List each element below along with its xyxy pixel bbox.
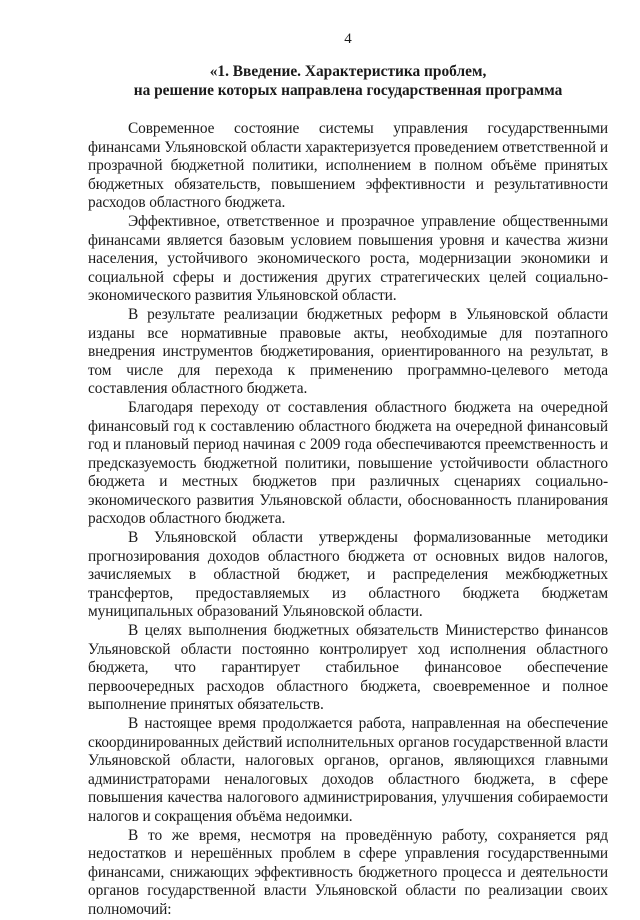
document-page <box>88 30 608 920</box>
paragraph-2: Эффективное, ответственное и прозрачное управление общественными финансами является базовым условием повышения уровня и качества жизни населения, устойчивого экономического роста, модернизации экономики и социальной сферы и достижения других стратегических целей социально-экономического развития Ульяновской области. <box>88 212 608 305</box>
paragraph-4: Благодаря переходу от составления областного бюджета на очередной финансовый год к составлению областного бюджета на очередной финансовый год и плановый период начиная с 2009 года обеспечиваются преемственность и предсказуемость бюджетной политики, повышение устойчивости областного бюджета и местных бюджетов при различных сценариях социально-экономического развития Ульяновской области, обоснованность планирования расходов областного бюджета. <box>88 398 608 528</box>
paragraph-5: В Ульяновской области утверждены формализованные методики прогнозирования доходов областного бюджета от основных видов налогов, зачисляемых в областной бюджет, и распределения межбюджетных трансфертов, предоставляемых из областного бюджета бюджетам муниципальных образований Ульяновской области. <box>88 529 608 621</box>
paragraph-8: В то же время, несмотря на проведённую работу, сохраняется ряд недостатков и нерешённых проблем в сфере управления государственными финансами, снижающих эффективность бюджетного процесса и деятельности органов государственной власти Ульяновской области по реализации своих полномочий: <box>88 826 608 918</box>
section-heading-line-1: «1. Введение. Характеристика проблем, <box>209 63 487 80</box>
paragraph-7: В настоящее время продолжается работа, направленная на обеспечение скоординированных действий исполнительных органов государственной власти Ульяновской области, налоговых органов, органов, являющихся главными администраторами неналоговых доходов областного бюджета, в сфере повышения качества налогового администрирования, улучшения собираемости налогов и сокращения объёма недоимки. <box>88 715 608 825</box>
paragraph-6: В целях выполнения бюджетных обязательств Министерство финансов Ульяновской области постоянно контролирует ход исполнения областного бюджета, что гарантирует стабильное финансовое обеспечение первоочередных расходов областного бюджета, своевременное и полное выполнение принятых обязательств. <box>88 622 608 714</box>
paragraph-1: Современное состояние системы управления государственными финансами Ульяновской области характеризуется проведением ответственной и прозрачной бюджетной политики, исполнением в полном объёме принятых бюджетных обязательств, повышением эффективности и результативности расходов областного бюджета. <box>88 120 608 212</box>
section-heading <box>88 62 608 100</box>
section-heading-line-2: на решение которых направлена государственная программа <box>133 82 563 99</box>
paragraph-3: В результате реализации бюджетных реформ в Ульяновской области изданы все нормативные правовые акты, необходимые для поэтапного внедрения инструментов бюджетирования, ориентированного на результат, в том числе для перехода к применению программно-целевого метода составления областного бюджета. <box>88 305 608 398</box>
page-number: 4 <box>344 31 352 47</box>
